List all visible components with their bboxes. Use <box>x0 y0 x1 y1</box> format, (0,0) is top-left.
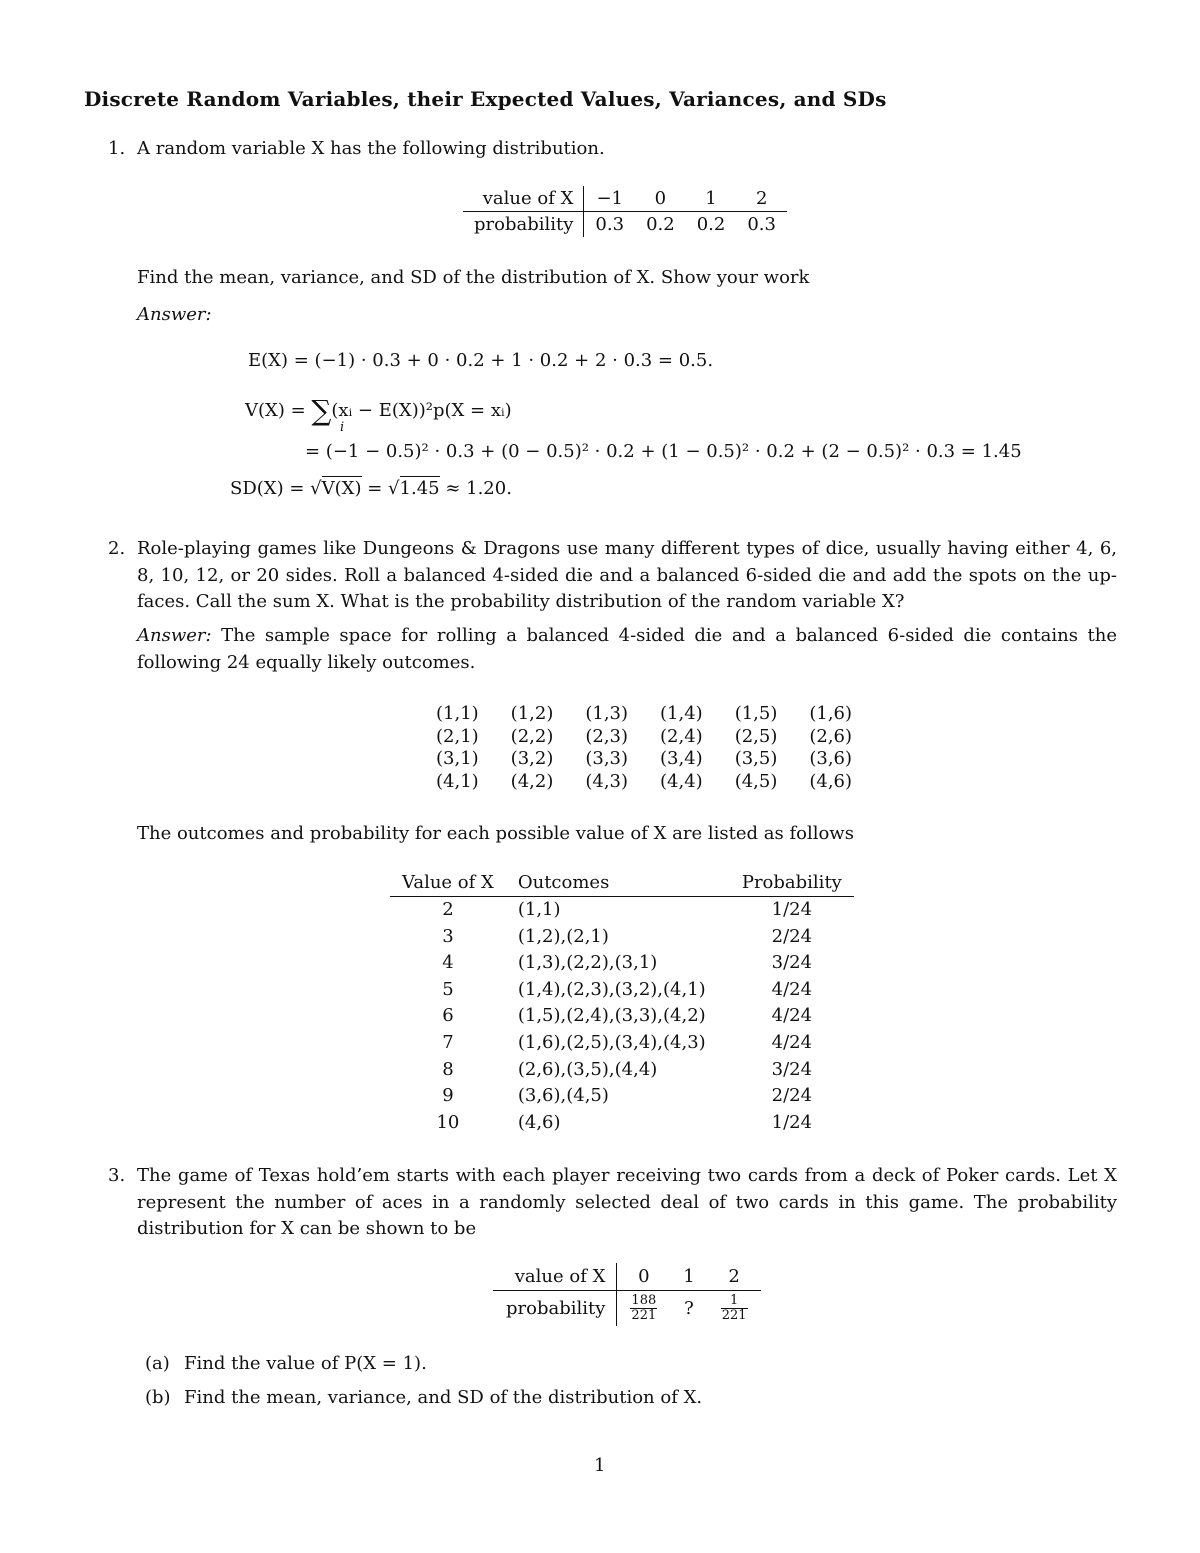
outcome-cell: (3,1) <box>436 748 479 769</box>
q3-prob-2 <box>708 1291 761 1327</box>
q1-eq-sd-radicand2: 1.45 <box>399 478 440 499</box>
outcome-cell: (2,3) <box>585 725 629 747</box>
q3-part-a-text: Find the value of P(X = 1). <box>184 1353 427 1374</box>
outcome-cell: (4,4) <box>660 770 703 792</box>
q3-table-header-probability: probability <box>493 1291 617 1327</box>
q1-task: Find the mean, variance, and SD of the distribution of X. Show your work <box>137 267 810 288</box>
table-row <box>420 703 868 726</box>
table-row <box>390 1003 854 1030</box>
fraction-denominator: 221 <box>721 1308 747 1323</box>
q2-answer-label: Answer: <box>137 625 212 646</box>
fraction-numerator: 1 <box>721 1294 748 1309</box>
q2-list-intro: The outcomes and probability for each possible value of X are listed as follows <box>137 823 854 844</box>
probability-cell: 3/24 <box>771 952 813 974</box>
q1-value: −1 <box>584 186 635 212</box>
outcome-cell: (2,4) <box>660 725 703 747</box>
value-cell: 3 <box>442 925 454 947</box>
outcome-cell: (3,4) <box>660 748 703 769</box>
outcome-cell: (4,3) <box>585 770 629 792</box>
q3-prob-0 <box>617 1291 670 1327</box>
page-number: 1 <box>594 1455 606 1476</box>
table-row <box>390 1057 854 1084</box>
q3-part-b-text: Find the mean, variance, and SD of the distribution of X. <box>184 1387 703 1408</box>
outcomes-cell: (3,6),(4,5) <box>517 1085 609 1107</box>
q1-eq-expected-value: E(X) = (−1) · 0.3 + 0 · 0.2 + 1 · 0.2 + 2 · 0.3 = 0.5. <box>248 350 714 371</box>
probability-cell: 1/24 <box>771 899 813 920</box>
table-row <box>390 977 854 1004</box>
fraction-numerator: 188 <box>631 1293 657 1308</box>
outcome-cell: (2,2) <box>510 725 554 747</box>
q1-answer-label: Answer: <box>137 304 212 325</box>
outcome-cell: (1,6) <box>809 703 853 724</box>
table-row <box>390 950 854 977</box>
value-cell: 6 <box>442 1005 454 1027</box>
outcome-cell: (4,1) <box>436 770 479 792</box>
q1-prob: 0.2 <box>646 214 675 235</box>
q3-number: 3. <box>108 1165 126 1186</box>
outcome-cell: (1,3) <box>585 703 629 724</box>
q1-eq-variance-rhs: (xᵢ − E(X))²p(X = xᵢ) <box>331 400 512 421</box>
q2-sample-space-table <box>420 703 868 793</box>
fraction-denominator: 221 <box>631 1308 657 1323</box>
q1-prob: 0.3 <box>595 214 625 235</box>
table-row <box>420 726 868 749</box>
probability-cell: 4/24 <box>771 1031 813 1053</box>
q2-value-table <box>390 870 854 1136</box>
table-row <box>420 748 868 771</box>
outcomes-cell: (1,3),(2,2),(3,1) <box>517 952 658 974</box>
table-row <box>390 897 854 924</box>
column-header: Value of X <box>390 870 506 897</box>
column-header: Outcomes <box>506 870 730 897</box>
outcome-cell: (4,5) <box>734 770 778 792</box>
outcomes-cell: (2,6),(3,5),(4,4) <box>517 1058 658 1080</box>
outcome-cell: (1,4) <box>660 703 703 724</box>
table-row <box>420 771 868 794</box>
outcome-cell: (3,2) <box>510 748 554 769</box>
value-cell: 10 <box>436 1111 460 1133</box>
value-cell: 2 <box>442 899 454 920</box>
q1-number: 1. <box>108 138 126 159</box>
table-row <box>390 924 854 951</box>
outcome-cell: (1,1) <box>436 703 479 724</box>
value-cell: 5 <box>442 978 454 1000</box>
q1-distribution-table <box>463 186 787 237</box>
q3-table-header-value: value of X <box>493 1263 617 1291</box>
q1-value: 1 <box>686 186 737 212</box>
q2-prompt: Role-playing games like Dungeons & Dragons use many different types of dice, usually having either 4, 6, 8, 10, 12, or 20 sides. Roll a balanced 4-sided die and a balanced 6-sided die and add the spots on the up-faces. Call the sum X. What is the probability distribution of the random variable X? <box>137 538 1117 612</box>
table-row <box>390 1083 854 1110</box>
value-cell: 8 <box>442 1058 454 1080</box>
value-cell: 7 <box>442 1031 454 1053</box>
outcomes-cell: (1,4),(2,3),(3,2),(4,1) <box>517 978 706 1000</box>
q1-eq-variance-lhs: V(X) = <box>245 400 312 421</box>
q3-value: 1 <box>670 1263 707 1291</box>
q1-value: 0 <box>635 186 686 212</box>
probability-cell: 2/24 <box>771 925 813 947</box>
outcome-cell: (2,1) <box>436 725 479 747</box>
table-row <box>390 1110 854 1137</box>
value-cell: 9 <box>442 1085 454 1107</box>
outcomes-cell: (4,6) <box>517 1111 561 1133</box>
outcome-cell: (3,5) <box>734 748 778 769</box>
q1-eq-sd-lhs: SD(X) = <box>230 478 311 499</box>
q1-value: 2 <box>736 186 787 212</box>
q2-answer-text: The sample space for rolling a balanced 4-sided die and a balanced 6-sided die contains the following 24 equally likely outcomes. <box>137 625 1117 673</box>
q3-value: 0 <box>617 1263 670 1291</box>
q1-eq-variance-line2: = (−1 − 0.5)² · 0.3 + (0 − 0.5)² · 0.2 + (1 − 0.5)² · 0.2 + (2 − 0.5)² · 0.3 = 1.45 <box>305 441 1022 462</box>
q3-part-a-label: (a) <box>145 1353 170 1374</box>
probability-cell: 2/24 <box>771 1085 813 1107</box>
outcome-cell: (4,6) <box>809 770 853 792</box>
q1-eq-sd <box>230 478 512 499</box>
probability-cell: 3/24 <box>771 1058 813 1080</box>
probability-cell: 1/24 <box>771 1111 813 1133</box>
outcomes-cell: (1,5),(2,4),(3,3),(4,2) <box>517 1005 706 1027</box>
q3-value: 2 <box>708 1263 761 1291</box>
q1-table-header-probability: probability <box>463 212 584 238</box>
outcomes-cell: (1,2),(2,1) <box>517 925 609 947</box>
sqrt-symbol: √ <box>388 478 400 499</box>
q1-eq-sd-equals: = <box>361 478 389 499</box>
column-header: Probability <box>730 870 854 897</box>
value-cell: 4 <box>442 952 454 974</box>
outcome-cell: (1,2) <box>510 703 554 724</box>
q2-answer <box>137 623 1117 676</box>
outcomes-cell: (1,6),(2,5),(3,4),(4,3) <box>517 1031 706 1053</box>
probability-cell: 4/24 <box>771 1005 813 1027</box>
page-title: Discrete Random Variables, their Expected Values, Variances, and SDs <box>84 87 887 111</box>
outcome-cell: (3,3) <box>585 748 629 769</box>
outcome-cell: (2,6) <box>809 725 853 747</box>
q1-table-header-value: value of X <box>463 186 584 212</box>
table-row <box>390 1030 854 1057</box>
q3-part-b-label: (b) <box>145 1387 171 1408</box>
q2-number: 2. <box>108 538 126 559</box>
sigma-symbol: ∑ <box>311 394 332 427</box>
probability-cell: 4/24 <box>771 978 813 1000</box>
outcome-cell: (1,5) <box>734 703 778 724</box>
q1-prob: 0.2 <box>696 214 726 235</box>
outcome-cell: (4,2) <box>510 770 554 792</box>
outcome-cell: (2,5) <box>734 725 778 747</box>
q1-eq-variance-subscript: i <box>340 420 345 435</box>
q1-eq-sd-radicand: V(X) <box>321 478 362 499</box>
outcome-cell: (3,6) <box>809 748 853 769</box>
q1-prompt: A random variable X has the following distribution. <box>137 138 605 159</box>
q1-eq-variance <box>245 390 512 427</box>
q3-distribution-table <box>493 1263 761 1326</box>
sqrt-symbol: √ <box>310 478 322 499</box>
q3-prob-1: ? <box>684 1298 694 1319</box>
outcomes-cell: (1,1) <box>517 899 561 920</box>
q1-eq-sd-result: ≈ 1.20. <box>439 478 512 499</box>
q1-prob: 0.3 <box>747 214 776 235</box>
q3-prompt: The game of Texas hold’em starts with each player receiving two cards from a deck of Poker cards. Let X represent the number of aces in a randomly selected deal of two cards in this game. The probability distribution for X can be shown to be <box>137 1165 1117 1239</box>
